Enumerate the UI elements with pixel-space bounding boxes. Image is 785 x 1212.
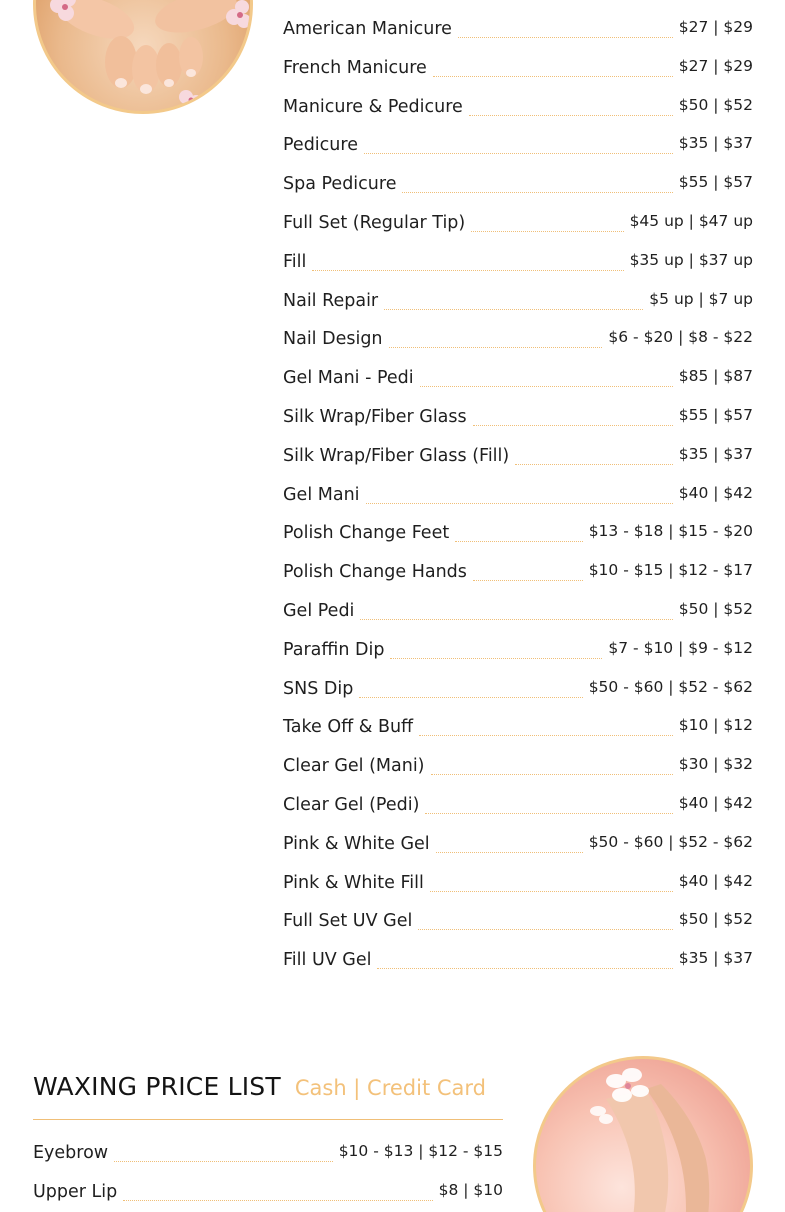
service-price: $40 | $42: [678, 871, 753, 890]
service-price: $50 | $52: [678, 95, 753, 114]
service-price: $85 | $87: [678, 367, 753, 386]
service-price: $50 - $60 | $52 - $62: [588, 832, 753, 851]
service-row-silk-wrap-fiber-glass-fill: [283, 441, 753, 480]
service-name: Gel Mani: [283, 484, 360, 505]
dotted-leader: [390, 635, 602, 659]
dotted-leader: [469, 92, 673, 116]
dotted-leader: [359, 674, 582, 698]
service-price: $35 | $37: [678, 134, 753, 153]
service-name: Gel Pedi: [283, 600, 355, 621]
service-price: $10 - $15 | $12 - $17: [588, 561, 753, 580]
nail-spa-illustration: [36, 0, 253, 114]
service-row-clear-gel-mani: [283, 751, 753, 790]
service-name: Silk Wrap/Fiber Glass: [283, 406, 467, 427]
service-name: French Manicure: [283, 57, 427, 78]
service-price: $35 | $37: [678, 444, 753, 463]
dotted-leader: [471, 208, 623, 232]
dotted-leader: [458, 14, 673, 38]
dotted-leader: [114, 1138, 333, 1162]
service-name: Manicure & Pedicure: [283, 96, 463, 117]
service-price: $27 | $29: [678, 56, 753, 75]
service-row-nail-repair: [283, 286, 753, 325]
service-price: $5 up | $7 up: [649, 289, 753, 308]
service-row-french-manicure: [283, 53, 753, 92]
dotted-leader: [389, 324, 603, 348]
service-name: Nail Repair: [283, 290, 379, 311]
service-name: Nail Design: [283, 329, 383, 350]
service-price: $50 | $52: [678, 599, 753, 618]
dotted-leader: [473, 557, 583, 581]
dotted-leader: [420, 363, 673, 387]
service-price: $50 | $52: [678, 910, 753, 929]
service-name: Upper Lip: [33, 1181, 118, 1202]
dotted-leader: [123, 1177, 432, 1201]
service-name: Clear Gel (Mani): [283, 756, 425, 777]
dotted-leader: [455, 518, 582, 542]
dotted-leader: [312, 247, 623, 271]
service-name: Take Off & Buff: [283, 717, 414, 738]
service-row-full-set-uv-gel: [283, 906, 753, 945]
service-price: $45 up | $47 up: [629, 211, 753, 230]
dotted-leader: [433, 53, 673, 77]
service-name: Eyebrow: [33, 1143, 109, 1163]
dotted-leader: [515, 441, 673, 465]
service-name: American Manicure: [283, 19, 452, 39]
dotted-leader: [419, 712, 673, 736]
service-price: $7 - $10 | $9 - $12: [608, 638, 753, 657]
service-name: Paraffin Dip: [283, 639, 385, 660]
service-row-nail-design: [283, 324, 753, 363]
dotted-leader: [364, 130, 673, 154]
service-name: Full Set UV Gel: [283, 911, 413, 932]
service-price: $55 | $57: [678, 405, 753, 424]
service-price: $35 | $37: [678, 949, 753, 968]
service-row-sns-dip: [283, 674, 753, 713]
service-name: Polish Change Feet: [283, 523, 450, 544]
service-row-pink-white-fill: [283, 868, 753, 907]
service-row-gel-mani: [283, 480, 753, 519]
nail-service-list: [283, 14, 753, 984]
service-row-american-manicure: [283, 14, 753, 53]
service-price: $50 - $60 | $52 - $62: [588, 677, 753, 696]
dotted-leader: [377, 945, 672, 969]
service-row-fill: [283, 247, 753, 286]
dotted-leader: [430, 868, 673, 892]
service-row-paraffin-dip: [283, 635, 753, 674]
dotted-leader: [418, 906, 672, 930]
waxing-service-list: [33, 1138, 503, 1212]
dotted-leader: [360, 596, 672, 620]
service-row-fill-uv-gel: [283, 945, 753, 984]
service-row-upper-lip: [33, 1177, 503, 1212]
dotted-leader: [402, 169, 672, 193]
dotted-leader: [384, 286, 643, 310]
service-row-full-set-regular-tip: [283, 208, 753, 247]
service-row-gel-mani-pedi: [283, 363, 753, 402]
service-name: SNS Dip: [283, 678, 354, 699]
service-price: $40 | $42: [678, 483, 753, 502]
service-name: Pink & White Gel: [283, 833, 430, 854]
service-price: $27 | $29: [678, 18, 753, 36]
service-row-silk-wrap-fiber-glass: [283, 402, 753, 441]
waxing-title: WAXING PRICE LIST: [33, 1072, 281, 1101]
dotted-leader: [436, 829, 583, 853]
service-price: $10 - $13 | $12 - $15: [338, 1142, 503, 1160]
service-price: $55 | $57: [678, 173, 753, 192]
service-name: Spa Pedicure: [283, 174, 397, 195]
leg-wax-illustration: [536, 1059, 753, 1212]
service-row-spa-pedicure: [283, 169, 753, 208]
nail-spa-photo: [33, 0, 253, 114]
service-name: Polish Change Hands: [283, 562, 467, 583]
service-row-pink-white-gel: [283, 829, 753, 868]
service-row-take-off-buff: [283, 712, 753, 751]
service-price: $6 - $20 | $8 - $22: [608, 328, 753, 347]
service-row-gel-pedi: [283, 596, 753, 635]
waxing-header: [33, 1072, 503, 1120]
service-row-polish-change-hands: [283, 557, 753, 596]
service-price: $35 up | $37 up: [629, 250, 753, 269]
service-name: Pedicure: [283, 135, 358, 156]
service-name: Fill UV Gel: [283, 950, 372, 971]
service-name: Fill: [283, 251, 307, 272]
service-price: $13 - $18 | $15 - $20: [588, 522, 753, 541]
payment-note: Cash | Credit Card: [294, 1076, 487, 1100]
service-row-manicure-pedicure: [283, 92, 753, 131]
dotted-leader: [431, 751, 673, 775]
service-row-eyebrow: [33, 1138, 503, 1177]
service-price: $30 | $32: [678, 755, 753, 774]
dotted-leader: [473, 402, 673, 426]
service-price: $8 | $10: [438, 1180, 503, 1199]
leg-wax-photo: [533, 1056, 753, 1212]
dotted-leader: [366, 480, 673, 504]
service-price: $40 | $42: [678, 793, 753, 812]
service-name: Full Set (Regular Tip): [283, 212, 466, 233]
service-row-clear-gel-pedi: [283, 790, 753, 829]
service-row-pedicure: [283, 130, 753, 169]
service-price: $10 | $12: [678, 716, 753, 735]
dotted-leader: [425, 790, 672, 814]
service-row-polish-change-feet: [283, 518, 753, 557]
service-name: Clear Gel (Pedi): [283, 794, 420, 815]
service-name: Gel Mani - Pedi: [283, 368, 414, 389]
service-name: Silk Wrap/Fiber Glass (Fill): [283, 445, 510, 466]
service-name: Pink & White Fill: [283, 872, 424, 893]
